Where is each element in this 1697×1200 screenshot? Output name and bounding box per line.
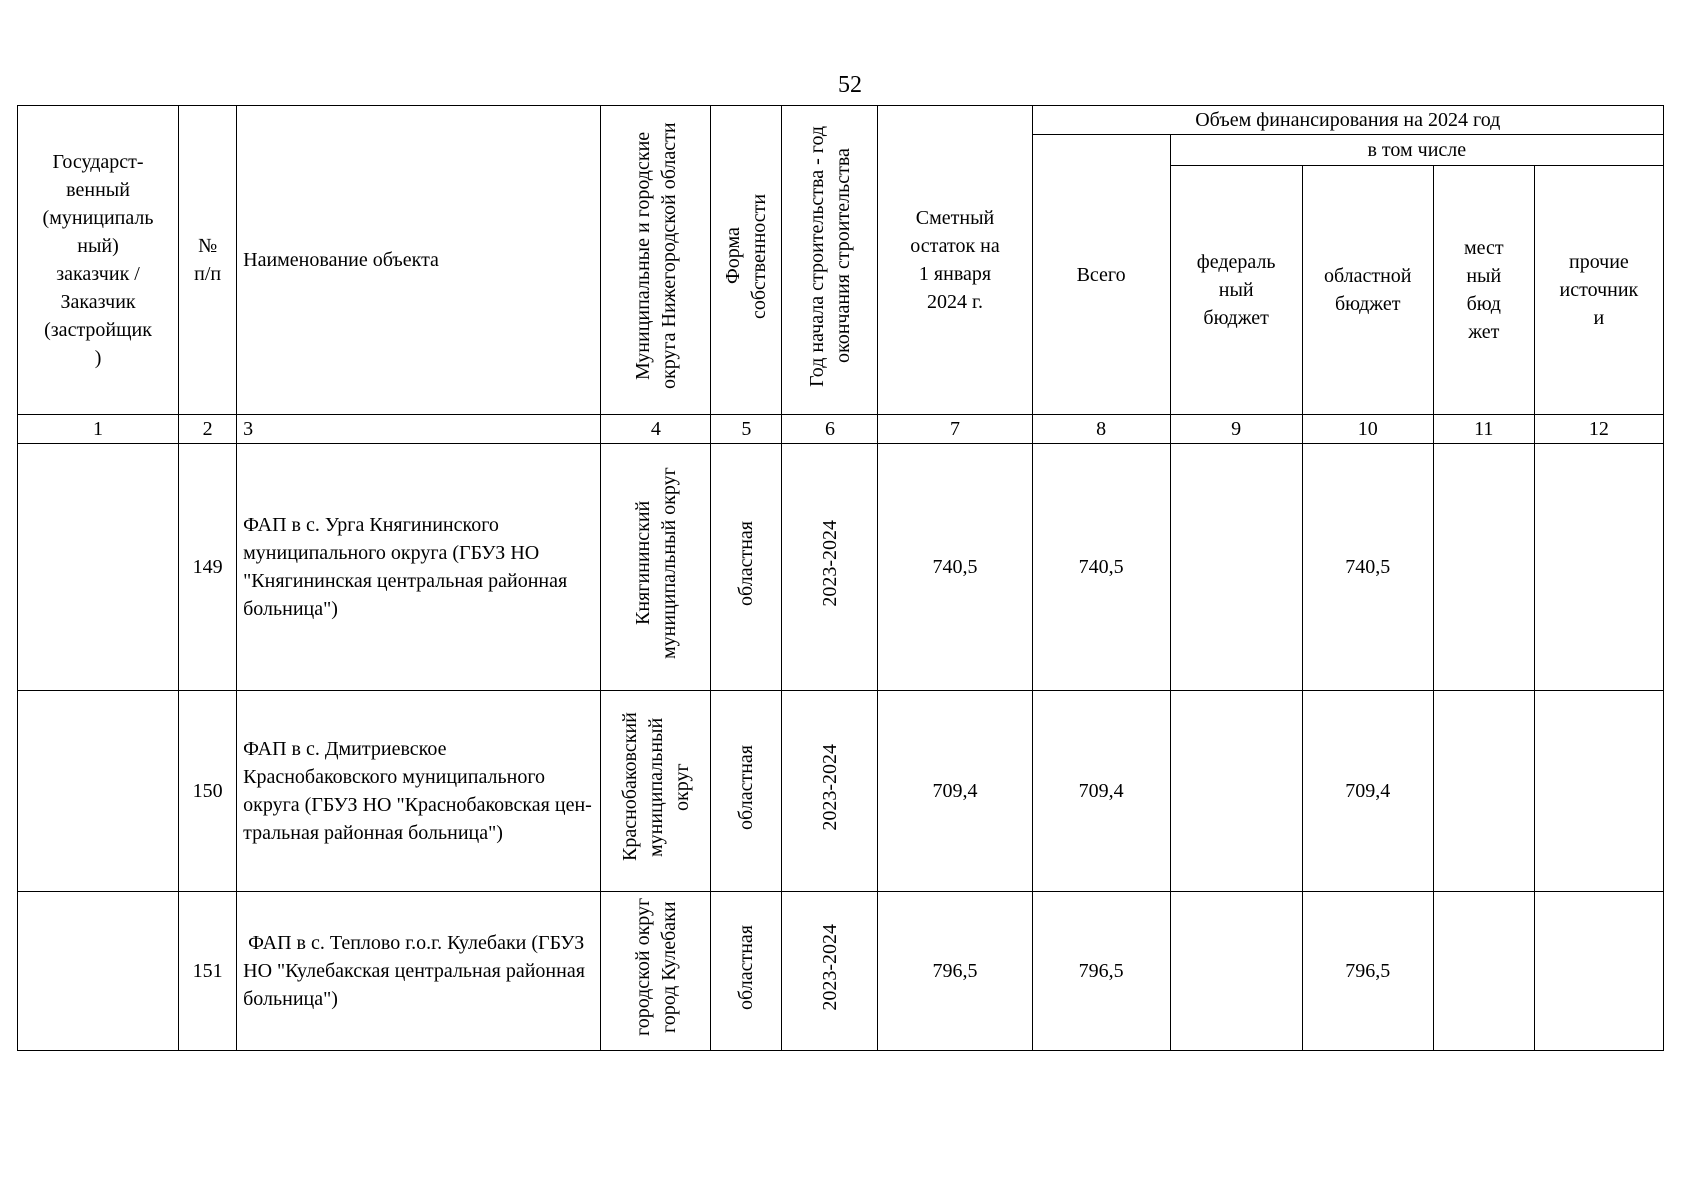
cell-municipality: Краснобаковский муниципальный округ (601, 691, 711, 892)
table-row (18, 691, 1664, 892)
header-total: Всего (1032, 135, 1170, 415)
column-number: 1 (18, 415, 179, 444)
column-number: 5 (711, 415, 782, 444)
header-other: прочие источник и (1534, 166, 1663, 415)
cell-num: 149 (179, 444, 237, 691)
cell-local (1433, 892, 1534, 1051)
header-regional: областной бюджет (1302, 166, 1433, 415)
cell-num: 150 (179, 691, 237, 892)
column-number: 3 (237, 415, 601, 444)
header-including: в том числе (1170, 135, 1663, 166)
header-object-name: Наименование объекта (237, 106, 601, 415)
cell-federal (1170, 892, 1302, 1051)
cell-estimate: 740,5 (878, 444, 1032, 691)
column-number: 9 (1170, 415, 1302, 444)
cell-total: 796,5 (1032, 892, 1170, 1051)
cell-ownership: областная (711, 691, 782, 892)
table-row (18, 892, 1664, 1051)
financing-table (17, 105, 1664, 1051)
header-row (18, 106, 1664, 135)
header-local: мест ный бюд жет (1433, 166, 1534, 415)
cell-customer (18, 444, 179, 691)
cell-estimate: 796,5 (878, 892, 1032, 1051)
column-number: 10 (1302, 415, 1433, 444)
cell-federal (1170, 444, 1302, 691)
cell-local (1433, 444, 1534, 691)
cell-object-name: ФАП в с. Дмитриевское Краснобаковского муниципального округа (ГБУЗ НО "Краснобаковская цен-тральная районная больница") (237, 691, 601, 892)
cell-years: 2023-2024 (782, 444, 878, 691)
column-number: 12 (1534, 415, 1663, 444)
cell-federal (1170, 691, 1302, 892)
cell-ownership: областная (711, 892, 782, 1051)
column-number: 4 (601, 415, 711, 444)
cell-regional: 740,5 (1302, 444, 1433, 691)
cell-ownership: областная (711, 444, 782, 691)
page-number: 52 (838, 72, 862, 98)
cell-municipality: Княгининский муниципальный округ (601, 444, 711, 691)
column-number: 7 (878, 415, 1032, 444)
cell-total: 740,5 (1032, 444, 1170, 691)
column-number: 6 (782, 415, 878, 444)
cell-other (1534, 691, 1663, 892)
header-years: Год начала строительства - год окончания строительства (782, 106, 878, 415)
header-federal: федераль ный бюджет (1170, 166, 1302, 415)
cell-customer (18, 892, 179, 1051)
cell-other (1534, 444, 1663, 691)
cell-local (1433, 691, 1534, 892)
cell-regional: 796,5 (1302, 892, 1433, 1051)
column-number-row (18, 415, 1664, 444)
column-number: 2 (179, 415, 237, 444)
cell-object-name: ФАП в с. Теплово г.о.г. Кулебаки (ГБУЗ НО "Кулебакская центральная районная больница") (237, 892, 601, 1051)
cell-municipality: городской округ город Кулебаки (601, 892, 711, 1051)
header-municipality: Муниципальные и городские округа Нижегородской области (601, 106, 711, 415)
column-number: 11 (1433, 415, 1534, 444)
header-financing: Объем финансирования на 2024 год (1032, 106, 1663, 135)
cell-regional: 709,4 (1302, 691, 1433, 892)
header-num: № п/п (179, 106, 237, 415)
header-estimate: Сметный остаток на 1 января 2024 г. (878, 106, 1032, 415)
cell-years: 2023-2024 (782, 691, 878, 892)
cell-object-name: ФАП в с. Урга Княгининского муниципального округа (ГБУЗ НО "Княгининская центральная районная больница") (237, 444, 601, 691)
column-number: 8 (1032, 415, 1170, 444)
cell-estimate: 709,4 (878, 691, 1032, 892)
header-ownership: Форма собственности (711, 106, 782, 415)
header-customer: Государст- венный (муниципаль ный) заказчик / Заказчик (застройщик ) (18, 106, 179, 415)
cell-other (1534, 892, 1663, 1051)
cell-num: 151 (179, 892, 237, 1051)
cell-customer (18, 691, 179, 892)
table-row (18, 444, 1664, 691)
cell-total: 709,4 (1032, 691, 1170, 892)
cell-years: 2023-2024 (782, 892, 878, 1051)
